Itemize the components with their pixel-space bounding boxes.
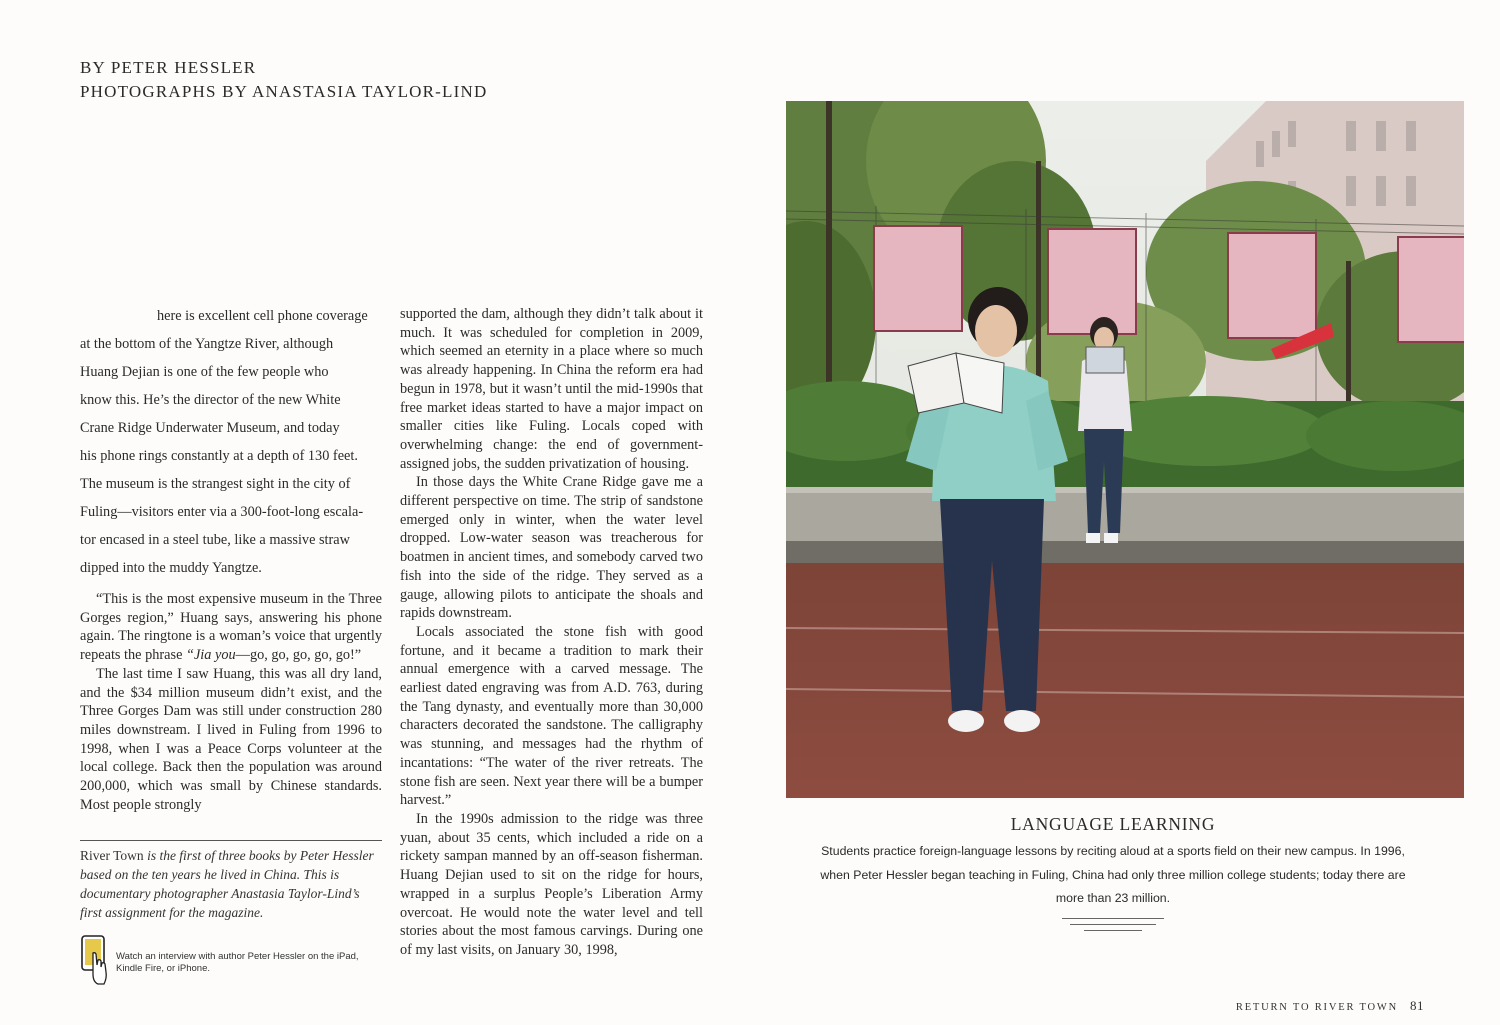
caption-ornament-rule <box>1062 918 1164 919</box>
opener-line: his phone rings constantly at a depth of 130 feet. <box>80 448 358 464</box>
paragraph: supported the dam, although they didn’t talk about it much. It was scheduled for completion in 2009, which seemed an eternity in a place where so much was already happening. In China the reform era had begun in 1978, but it wasn’t until the mid-1990s that free market ideas started to have a major impact on smaller cities like Fuling. Locals coped with overwhelming change: the end of government-assigned jobs, the sudden privatization of housing. <box>400 306 703 472</box>
opener-line: Crane Ridge Underwater Museum, and today <box>80 420 340 436</box>
students-reading-photo <box>786 101 1464 798</box>
byline <box>80 56 487 104</box>
low-wall <box>786 487 1464 563</box>
interactive-video-note[interactable]: Watch an interview with author Peter Hessler on the iPad, Kindle Fire, or iPhone. <box>116 951 359 974</box>
paragraph: In the 1990s admission to the ridge was three yuan, about 35 cents, which included a ride on a rickety sampan manned by an off-season fisherman. Huang Dejian used to sit on the ridge for hours, wrapped in a surplus People’s Liberation Army overcoat. He would note the water level and tell stories about the most famous carvings. During one of my last visits, on January 30, 1998, <box>400 810 703 958</box>
photographer-credit: PHOTOGRAPHS BY ANASTASIA TAYLOR-LIND <box>80 82 488 101</box>
paragraph: The last time I saw Huang, this was all dry land, and the $34 million museum didn’t exist, and the Three Gorges Dam was still under construction 280 miles downstream. I lived in Fuling from 1996 to 1998, when I was a Peace Corps volunteer at the local college. Back then the population was around 200,000, which was small by Chinese standards. Most people strongly <box>80 665 382 813</box>
paragraph: “This is the most expensive museum in the Three Gorges region,” Huang says, answering his phone again. The ringtone is a woman’s voice that urgently repeats the phrase “Jia you—go, go, go, go, go!” <box>80 591 382 664</box>
caption-text: Students practice foreign-language lessons by reciting aloud at a sports field on their new campus. In 1996, when Peter Hessler began teaching in Fuling, China had only three million college students; today there are more than 23 million. <box>820 844 1406 905</box>
opener-line: know this. He’s the director of the new White <box>80 392 341 408</box>
opener-line: dipped into the muddy Yangtze. <box>80 560 262 576</box>
page-footer <box>1236 998 1424 1014</box>
opener-line: Fuling—visitors enter via a 300-foot-long escala- <box>80 504 364 520</box>
paragraph: Locals associated the stone fish with good fortune, and it became a tradition to mark their annual emergence with a carved message. The earliest dated engraving was from A.D. 763, during the Tang dynasty, and eventually more than 30,000 characters decorated the sandstone. The calligraphy was stunning, and messages had the rhythm of incantations: “The water of the river retreats. The stone fish are seen. Next year there will be a bumper harvest.” <box>400 623 703 809</box>
page-number: 81 <box>1410 998 1424 1013</box>
opener-line: tor encased in a steel tube, like a massive straw <box>80 532 350 548</box>
sidenote: River Town is the first of three books by Peter Hessler based on the ten years he lived in China. This is documentary photographer Anastasia Taylor-Lind’s first assignment for the magazine. <box>80 848 374 920</box>
caption-ornament-rule <box>1084 930 1142 931</box>
sidenote-divider <box>80 840 382 841</box>
running-head: RETURN TO RIVER TOWN <box>1235 1002 1398 1013</box>
caption-title: LANGUAGE LEARNING <box>1010 814 1216 834</box>
running-track <box>786 563 1464 798</box>
opener-line: here is excellent cell phone coverage <box>157 308 368 324</box>
caption-ornament-rule <box>1070 924 1156 925</box>
author-credit: BY PETER HESSLER <box>80 58 257 77</box>
opener-line: Huang Dejian is one of the few people who <box>80 364 329 380</box>
article-opener <box>80 302 382 582</box>
tablet-touch-icon[interactable] <box>80 934 108 986</box>
paragraph: In those days the White Crane Ridge gave me a different perspective on time. The strip of sandstone emerged only in winter, when the water level dropped. Low-water season was treacherous for boatmen in ancient times, and somebody carved two fish into the side of the ridge. They served as a gauge, allowing pilots to anticipate the shoals and rapids downstream. <box>400 474 703 622</box>
opener-line: at the bottom of the Yangtze River, although <box>80 336 334 352</box>
article-column-2 <box>400 305 703 960</box>
article-column-1 <box>80 302 382 814</box>
opener-line: The museum is the strangest sight in the city of <box>80 476 351 492</box>
